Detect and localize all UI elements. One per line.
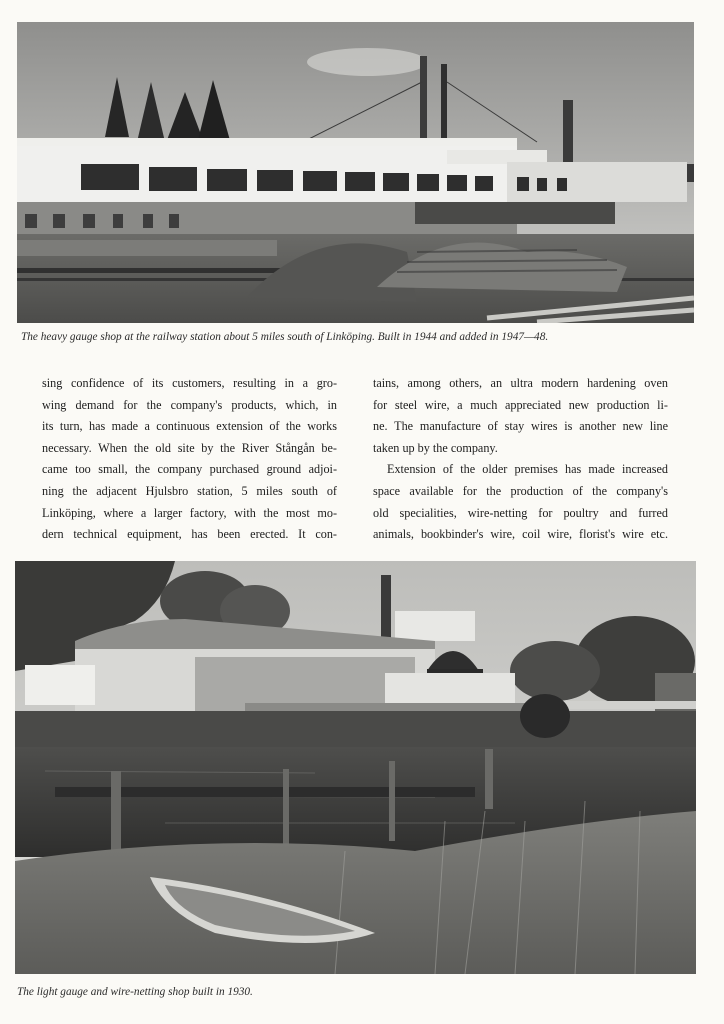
wire-netting-shop-photo	[15, 561, 696, 974]
heavy-gauge-shop-photo	[17, 22, 694, 323]
text-line: ning the adjacent Hjulsbro station, 5 miles south of	[42, 483, 337, 498]
text-line: ne. The manufacture of stay wires is another new line	[373, 419, 668, 434]
bottom-photo-caption: The light gauge and wire-netting shop built in 1930.	[17, 986, 253, 998]
text-line: dern technical equipment, has been erected. It con-	[42, 527, 337, 542]
text-line: wing demand for the company's products, which, in	[42, 397, 337, 412]
text-line: taken up by the company.	[373, 440, 498, 455]
text-line: necessary. When the old site by the River Stångån be-	[42, 440, 337, 455]
article-column-left	[42, 373, 337, 546]
text-line: its turn, has made a continuous extension of the works	[42, 419, 337, 434]
text-line: Linköping, where a larger factory, with the most mo-	[42, 505, 337, 520]
article-column-right	[373, 373, 668, 546]
text-line: came too small, the company purchased ground adjoi-	[42, 462, 337, 477]
text-line: old specialities, wire-netting for poultry and furred	[373, 505, 668, 520]
text-line: tains, among others, an ultra modern hardening oven	[373, 376, 668, 390]
text-line: Extension of the older premises has made increased	[387, 462, 668, 477]
text-line: animals, bookbinder's wire, coil wire, florist's wire etc.	[373, 527, 668, 542]
text-line: space available for the production of the company's	[373, 483, 668, 498]
text-line: sing confidence of its customers, resulting in a gro-	[42, 376, 337, 390]
top-photo-caption: The heavy gauge shop at the railway station about 5 miles south of Linköping. Built in 1944 and added in 1947—48.	[21, 331, 549, 343]
text-line: for steel wire, a much appreciated new production li-	[373, 397, 668, 412]
